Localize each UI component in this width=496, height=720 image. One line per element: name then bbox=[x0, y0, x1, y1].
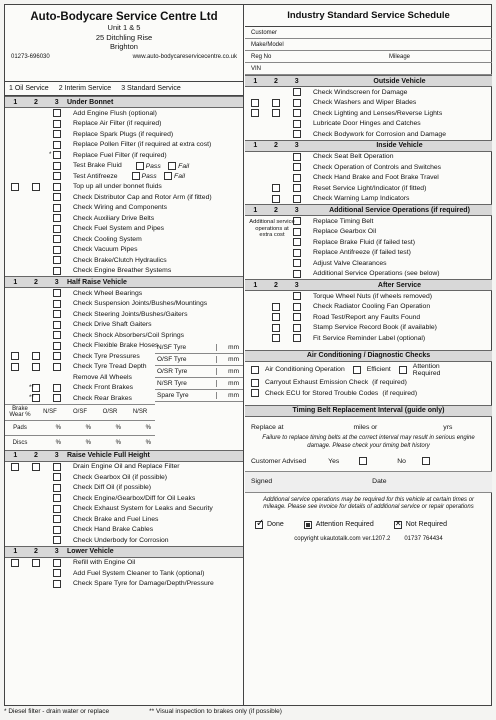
check-box[interactable] bbox=[272, 303, 280, 311]
item-label: Lubricate Door Hinges and Catches bbox=[313, 120, 421, 128]
check-box[interactable] bbox=[53, 515, 61, 523]
under-bonnet-item[interactable] bbox=[5, 140, 243, 151]
item-label: Test Brake Fluid bbox=[73, 162, 122, 170]
half-raise-item[interactable]: Check Front Brakes ** bbox=[29, 384, 134, 392]
item-label: Check Cooling System bbox=[73, 235, 142, 243]
item-label: Check Brake/Clutch Hydraulics bbox=[73, 256, 167, 264]
lower-vehicle-item[interactable] bbox=[5, 558, 243, 569]
item-label: Add Engine Flush (optional) bbox=[73, 109, 157, 117]
item-label: Add Fuel System Cleaner to Tank (optional) bbox=[73, 569, 205, 577]
check-box[interactable] bbox=[272, 184, 280, 192]
item-label: Check Wiring and Components bbox=[73, 204, 168, 212]
business-phone: 01273-696030 bbox=[11, 53, 50, 60]
check-box[interactable] bbox=[272, 313, 280, 321]
check-box[interactable] bbox=[293, 184, 301, 192]
check-box[interactable] bbox=[293, 153, 301, 161]
item-label: Fit Service Reminder Label (optional) bbox=[313, 334, 426, 342]
after-service-item[interactable] bbox=[245, 291, 492, 302]
check-box[interactable] bbox=[53, 526, 61, 534]
outside-item[interactable] bbox=[245, 108, 492, 119]
check-box[interactable] bbox=[32, 183, 40, 191]
check-box[interactable] bbox=[53, 384, 61, 392]
check-box[interactable] bbox=[53, 394, 61, 402]
ecu-check-checkbox[interactable] bbox=[251, 389, 259, 397]
phone-footer: 01737 764434 bbox=[404, 535, 443, 542]
check-box[interactable] bbox=[53, 342, 61, 350]
item-label: Check Radiator Cooling Fan Operation bbox=[313, 303, 431, 311]
check-box[interactable] bbox=[53, 352, 61, 360]
check-box[interactable] bbox=[293, 313, 301, 321]
item-label: Check Auxiliary Drive Belts bbox=[73, 214, 155, 222]
item-label: Test Antifreeze bbox=[73, 172, 118, 180]
check-box[interactable] bbox=[53, 300, 61, 308]
half-raise-item[interactable] bbox=[5, 299, 243, 310]
additional-item[interactable] bbox=[245, 237, 492, 248]
item-label: Top up all under bonnet fluids bbox=[73, 183, 162, 191]
check-box[interactable] bbox=[53, 363, 61, 371]
check-box[interactable] bbox=[53, 246, 61, 254]
check-box[interactable] bbox=[53, 321, 61, 329]
check-box[interactable] bbox=[53, 505, 61, 513]
business-header bbox=[5, 5, 243, 82]
check-box[interactable] bbox=[293, 292, 301, 300]
item-label: Check Engine Breather Systems bbox=[73, 267, 172, 275]
fail-box bbox=[168, 162, 176, 170]
customer-field[interactable]: Customer bbox=[245, 27, 492, 39]
under-bonnet-item[interactable]: Test Antifreeze Pass Fail bbox=[5, 171, 243, 182]
inside-item[interactable] bbox=[245, 194, 492, 205]
full-height-item[interactable] bbox=[5, 472, 243, 483]
check-box[interactable] bbox=[272, 324, 280, 332]
business-town: Brighton bbox=[110, 42, 138, 51]
advised-yes-checkbox[interactable] bbox=[359, 457, 367, 465]
check-box[interactable] bbox=[53, 193, 61, 201]
check-box[interactable] bbox=[53, 494, 61, 502]
brake-wear-grid[interactable]: Brake Wear % N/SF O/SF O/SR N/SR Pads % % % % Discs % % % % bbox=[5, 404, 155, 450]
attention-icon bbox=[304, 521, 312, 529]
check-box[interactable] bbox=[11, 352, 19, 360]
check-box[interactable] bbox=[53, 120, 61, 128]
check-box[interactable] bbox=[293, 99, 301, 107]
additional-item[interactable] bbox=[245, 269, 492, 280]
item-label: Check Fuel System and Pipes bbox=[73, 225, 165, 233]
legend: ✓ Done Attention Required ✕ Not Required bbox=[256, 517, 447, 529]
item-label: Check Shock Absorbers/Coil Springs bbox=[73, 331, 185, 339]
after-service-item[interactable] bbox=[245, 323, 492, 334]
item-label: Replace Antifreeze (if failed test) bbox=[313, 249, 411, 257]
under-bonnet-item[interactable] bbox=[5, 192, 243, 203]
item-label: Check Warning Lamp Indicators bbox=[313, 195, 410, 203]
pass-box bbox=[132, 172, 140, 180]
check-box[interactable] bbox=[53, 172, 61, 180]
inside-item[interactable] bbox=[245, 183, 492, 194]
inside-item[interactable] bbox=[245, 162, 492, 173]
item-label: Check Engine/Gearbox/Diff for Oil Leaks bbox=[73, 494, 196, 502]
check-box[interactable] bbox=[53, 559, 61, 567]
item-label: Reset Service Light/Indicator (if fitted) bbox=[313, 184, 427, 192]
check-box[interactable] bbox=[11, 183, 19, 191]
under-bonnet-item[interactable] bbox=[5, 255, 243, 266]
check-box[interactable] bbox=[53, 204, 61, 212]
item-label: Check Lighting and Lenses/Reverse Lights bbox=[313, 109, 443, 117]
check-box[interactable] bbox=[53, 473, 61, 481]
check-box[interactable] bbox=[293, 130, 301, 138]
item-label: Check Windscreen for Damage bbox=[313, 88, 408, 96]
business-website: www.auto-bodycareservicecentre.co.uk bbox=[132, 53, 237, 60]
full-height-item[interactable] bbox=[5, 535, 243, 546]
check-box[interactable] bbox=[11, 463, 19, 471]
under-bonnet-item[interactable]: Replace Fuel Filter (if required) * bbox=[49, 151, 167, 159]
after-service-item[interactable] bbox=[245, 333, 492, 344]
additional-cost-note: Additional service operations at extra cost bbox=[249, 219, 295, 238]
item-label: Stamp Service Record Book (if available) bbox=[313, 324, 437, 332]
under-bonnet-item[interactable] bbox=[5, 129, 243, 140]
under-bonnet-item[interactable] bbox=[5, 224, 243, 235]
item-label: Check Exhaust System for Leaks and Security bbox=[73, 505, 213, 513]
half-raise-item[interactable]: Check Rear Brakes ** bbox=[29, 394, 132, 402]
item-label: Check Vacuum Pipes bbox=[73, 246, 138, 254]
item-label: Check Washers and Wiper Blades bbox=[313, 99, 417, 107]
business-name: Auto-Bodycare Service Centre Ltd bbox=[30, 11, 218, 23]
item-label: Replace Air Filter (if required) bbox=[73, 120, 162, 128]
tyre-depth-field[interactable]: N/SR Tyre mm bbox=[155, 378, 243, 390]
full-height-item[interactable] bbox=[5, 483, 243, 494]
check-box[interactable] bbox=[293, 195, 301, 203]
full-height-item[interactable] bbox=[5, 462, 243, 473]
check-box[interactable] bbox=[11, 559, 19, 567]
item-label: Check Front Brakes bbox=[73, 384, 134, 392]
check-box[interactable] bbox=[293, 270, 301, 278]
additional-header: 1 2 3 Additional Service Operations (if required) bbox=[245, 204, 492, 216]
item-label: Check Hand Brake Cables bbox=[73, 526, 154, 534]
service-type-2: 2 Interim Service bbox=[58, 85, 112, 92]
check-box[interactable] bbox=[53, 141, 61, 149]
check-box[interactable] bbox=[53, 151, 61, 159]
timing-warning: Failure to replace timing belts at the correct interval may result in serious engine damage. Please check your timing belt history bbox=[262, 435, 475, 449]
under-bonnet-header: 1 2 3 Under Bonnet bbox=[5, 96, 243, 108]
aircon-checkbox[interactable] bbox=[251, 366, 259, 374]
check-box[interactable] bbox=[53, 183, 61, 191]
inside-header: 1 2 3 Inside Vehicle bbox=[245, 140, 492, 152]
not-required-icon: ✕ bbox=[394, 518, 402, 528]
under-bonnet-item[interactable] bbox=[5, 119, 243, 130]
item-label: Replace Pollen Filter (if required at extra cost) bbox=[73, 141, 212, 149]
item-label: Check Diff Oil (if possible) bbox=[73, 484, 152, 492]
under-bonnet-item[interactable] bbox=[5, 213, 243, 224]
check-box[interactable] bbox=[272, 99, 280, 107]
under-bonnet-item[interactable] bbox=[5, 266, 243, 277]
check-box[interactable] bbox=[32, 363, 40, 371]
outside-item[interactable] bbox=[245, 98, 492, 109]
check-box[interactable] bbox=[293, 109, 301, 117]
half-raise-item[interactable] bbox=[5, 330, 243, 341]
copyright: copyright ukautotalk.com ver.1207.2 bbox=[294, 535, 391, 542]
item-label: Replace Gearbox Oil bbox=[313, 228, 377, 236]
check-box[interactable] bbox=[251, 99, 259, 107]
half-raise-header: 1 2 3 Half Raise Vehicle bbox=[5, 276, 243, 288]
check-box[interactable] bbox=[53, 536, 61, 544]
half-raise-item[interactable] bbox=[5, 320, 243, 331]
check-box[interactable] bbox=[53, 310, 61, 318]
check-box[interactable] bbox=[53, 162, 61, 170]
lower-vehicle-item[interactable] bbox=[5, 579, 243, 590]
inside-item[interactable] bbox=[245, 173, 492, 184]
service-type-3: 3 Standard Service bbox=[121, 85, 181, 92]
tyre-depth-field[interactable]: Spare Tyre mm bbox=[155, 390, 243, 402]
item-label: Check Spare Tyre for Damage/Depth/Pressure bbox=[73, 580, 214, 588]
item-label: Check Steering Joints/Bushes/Gaiters bbox=[73, 310, 188, 318]
item-label: Check Underbody for Corrosion bbox=[73, 536, 169, 544]
item-label: Torque Wheel Nuts (if wheels removed) bbox=[313, 292, 432, 300]
check-box[interactable] bbox=[53, 235, 61, 243]
item-label: Drain Engine Oil and Replace Filter bbox=[73, 463, 180, 471]
pass-box bbox=[136, 162, 144, 170]
check-box[interactable] bbox=[53, 256, 61, 264]
item-label: Check Flexible Brake Hoses bbox=[73, 342, 159, 350]
half-raise-item[interactable] bbox=[5, 309, 243, 320]
check-box[interactable] bbox=[272, 195, 280, 203]
outside-header: 1 2 3 Outside Vehicle bbox=[245, 75, 492, 87]
check-box[interactable] bbox=[293, 249, 301, 257]
check-box[interactable] bbox=[272, 109, 280, 117]
check-box[interactable] bbox=[293, 334, 301, 342]
fail-box bbox=[164, 172, 172, 180]
make-model-field[interactable]: Make/Model bbox=[245, 39, 492, 51]
tyre-depth-field[interactable]: O/SR Tyre mm bbox=[155, 366, 243, 378]
item-label: Check Operation of Controls and Switches bbox=[313, 163, 442, 171]
after-service-item[interactable] bbox=[245, 312, 492, 323]
item-label: Check Tyre Tread Depth bbox=[73, 363, 147, 371]
check-box[interactable] bbox=[293, 120, 301, 128]
check-box[interactable] bbox=[11, 363, 19, 371]
outside-item[interactable] bbox=[245, 87, 492, 98]
business-street: 25 Ditchling Rise bbox=[95, 32, 153, 42]
check-box[interactable] bbox=[53, 569, 61, 577]
item-label: Check Distributor Cap and Rotor Arm (if fitted) bbox=[73, 193, 212, 201]
check-box[interactable] bbox=[293, 238, 301, 246]
additional-item[interactable] bbox=[245, 258, 492, 269]
item-label: Check Wheel Bearings bbox=[73, 289, 143, 297]
full-height-item[interactable] bbox=[5, 525, 243, 536]
check-box[interactable] bbox=[53, 109, 61, 117]
outside-item[interactable] bbox=[245, 119, 492, 130]
vin-field[interactable]: VIN bbox=[245, 63, 492, 75]
check-box[interactable] bbox=[293, 303, 301, 311]
check-box[interactable] bbox=[293, 259, 301, 267]
item-label: Replace Timing Belt bbox=[313, 217, 374, 225]
check-box[interactable] bbox=[53, 580, 61, 588]
check-box[interactable] bbox=[53, 130, 61, 138]
additional-item[interactable] bbox=[245, 248, 492, 259]
inside-item[interactable] bbox=[245, 152, 492, 163]
item-label: Check Seat Belt Operation bbox=[313, 153, 394, 161]
under-bonnet-item[interactable] bbox=[5, 182, 243, 193]
check-box[interactable] bbox=[53, 225, 61, 233]
check-box[interactable] bbox=[53, 214, 61, 222]
footnotes: * Diesel filter - drain water or replace ** Visual inspection to brakes only (if possible) bbox=[4, 708, 282, 715]
full-height-item[interactable] bbox=[5, 504, 243, 515]
service-sheet bbox=[4, 4, 492, 706]
after-service-header: 1 2 3 After Service bbox=[245, 279, 492, 291]
check-box[interactable] bbox=[53, 267, 61, 275]
item-label: Replace Brake Fluid (if failed test) bbox=[313, 238, 415, 246]
left-column bbox=[5, 5, 244, 705]
check-box[interactable] bbox=[251, 109, 259, 117]
service-types bbox=[5, 82, 243, 96]
item-label: Road Test/Report any Faults Found bbox=[313, 313, 421, 321]
full-height-item[interactable] bbox=[5, 493, 243, 504]
additional-note: Additional service operations may be required for this vehicle at certain times or mileage. Please see invoice for details of additional service or repair operations bbox=[262, 496, 475, 510]
half-raise-item[interactable] bbox=[5, 288, 243, 299]
item-label: Check Brake and Fuel Lines bbox=[73, 515, 159, 523]
check-box[interactable] bbox=[32, 352, 40, 360]
under-bonnet-item[interactable] bbox=[5, 203, 243, 214]
check-box[interactable] bbox=[32, 559, 40, 567]
timing-header: Timing Belt Replacement Interval (guide only) bbox=[245, 405, 492, 417]
item-label: Check Rear Brakes bbox=[73, 394, 132, 402]
item-label: Refill with Engine Oil bbox=[73, 559, 136, 567]
item-label: Check Tyre Pressures bbox=[73, 352, 140, 360]
full-height-header: 1 2 3 Raise Vehicle Full Height bbox=[5, 450, 243, 462]
under-bonnet-item[interactable] bbox=[5, 108, 243, 119]
outside-item[interactable] bbox=[245, 129, 492, 140]
exhaust-check-checkbox[interactable] bbox=[251, 379, 259, 387]
after-service-item[interactable] bbox=[245, 302, 492, 313]
business-unit: Unit 1 & 5 bbox=[107, 23, 141, 32]
check-box[interactable] bbox=[32, 463, 40, 471]
check-box[interactable] bbox=[293, 324, 301, 332]
item-label: Check Hand Brake and Foot Brake Travel bbox=[313, 174, 439, 182]
lower-vehicle-item[interactable] bbox=[5, 568, 243, 579]
item-label: Remove All Wheels bbox=[73, 373, 132, 381]
service-type-1: 1 Oil Service bbox=[9, 85, 49, 92]
aircon-header: Air Conditioning / Diagnostic Checks bbox=[245, 350, 492, 362]
check-box[interactable] bbox=[272, 334, 280, 342]
reg-mileage-field[interactable]: Reg No Mileage bbox=[245, 51, 492, 63]
right-column: Industry Standard Service Schedule Customer Make/Model Reg No Mileage VIN 1 2 3 Outside Vehicle Check Windscreen for Damage Check Washers and Wiper Blades Check Lighting and Lenses/Reverse Lights Lubricate Door Hinges and Catches Check Bodywork for Corrosion and Damage 1 2 3 Inside Vehicle Check Seat Belt Operation Check Operation of Controls and Switches Check Hand Brake and Foot Brake Travel Reset Service Light/Indicator (if fitted) Check Warning Lamp Indicators 1 2 3 Additional Service Operations (if required) Replace Timing Belt Replace Gearbox Oil Replace Brake Fluid (if failed test) Replace Antifreeze (if failed test) Adjust Valve Clearances Additional Service Operations (see below) Additional service operations at extra cost 1 2 3 After Service Torque Wheel Nuts (if wheels removed) Check Radiator Cooling Fan Operation Road Test/Report any Faults Found Stamp Service Record Book (if available) Fit Service Reminder Label (optional) Air Conditioning / Diagnostic Checks Air Conditioning Operation Efficient Attention Required Carryout Exhaust Emission Check (if required) Check ECU for Stored Trouble Codes (if required) Timing Belt Replacement Interval (guide only) Replace at miles or yrs Failure to replace timing belts at the correct interval may result in serious engine damage. Please check your timing belt history Customer Advised Yes No Signed Date Additional service operations may be required for this vehicle at certain times or mileage. Please see invoice for details of additional service or repair operations ✓ Done Attention Required ✕ Not Required copyright ukautotalk.com ver.1207.2 01737 764434 bbox=[245, 5, 492, 705]
under-bonnet-item[interactable] bbox=[5, 245, 243, 256]
done-tick-icon: ✓ bbox=[256, 517, 265, 529]
item-label: Adjust Valve Clearances bbox=[313, 259, 387, 267]
check-box[interactable] bbox=[53, 463, 61, 471]
under-bonnet-item[interactable]: Test Brake Fluid Pass Fail bbox=[5, 161, 243, 172]
item-label: Check Suspension Joints/Bushes/Mountings bbox=[73, 300, 208, 308]
item-label: Check Bodywork for Corrosion and Damage bbox=[313, 130, 446, 138]
item-label: Replace Fuel Filter (if required) bbox=[73, 151, 167, 159]
check-box[interactable] bbox=[293, 174, 301, 182]
item-label: Replace Spark Plugs (if required) bbox=[73, 130, 174, 138]
item-label: Check Gearbox Oil (if possible) bbox=[73, 473, 168, 481]
attention-checkbox[interactable] bbox=[399, 366, 407, 374]
check-box[interactable] bbox=[293, 163, 301, 171]
schedule-title: Industry Standard Service Schedule bbox=[245, 5, 492, 27]
tyre-depth-field[interactable]: O/SF Tyre mm bbox=[155, 354, 243, 366]
lower-vehicle-header: 1 2 3 Lower Vehicle bbox=[5, 546, 243, 558]
efficient-checkbox[interactable] bbox=[353, 366, 361, 374]
check-box[interactable] bbox=[53, 331, 61, 339]
advised-no-checkbox[interactable] bbox=[422, 457, 430, 465]
check-box[interactable] bbox=[53, 484, 61, 492]
full-height-item[interactable] bbox=[5, 514, 243, 525]
item-label: Check Drive Shaft Gaiters bbox=[73, 321, 152, 329]
tyre-depth-field[interactable]: N/SF Tyre mm bbox=[155, 342, 243, 354]
item-label: Additional Service Operations (see below) bbox=[313, 270, 440, 278]
check-box[interactable] bbox=[293, 88, 301, 96]
under-bonnet-item[interactable] bbox=[5, 234, 243, 245]
check-box[interactable] bbox=[53, 289, 61, 297]
